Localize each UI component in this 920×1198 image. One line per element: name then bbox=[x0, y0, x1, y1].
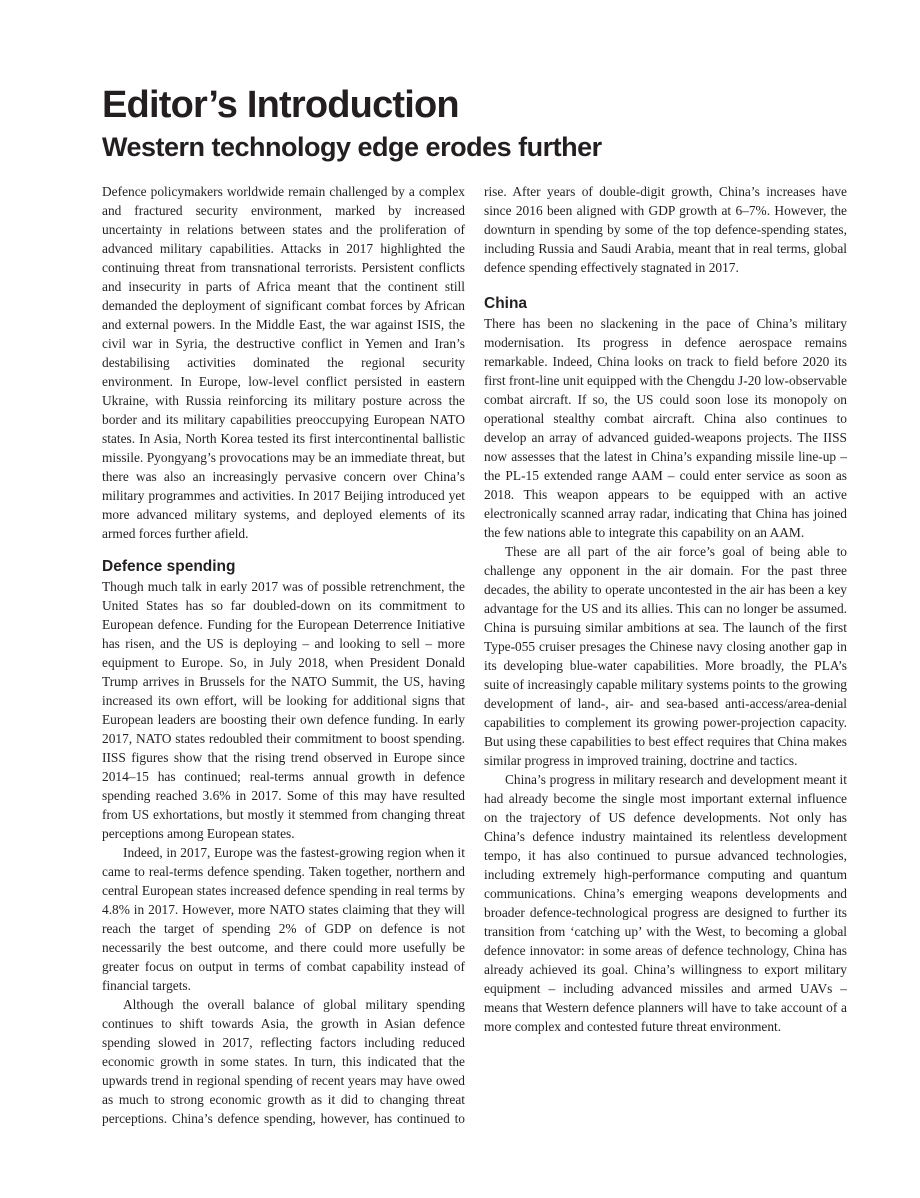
intro-paragraph: Defence policymakers worldwide remain challenged by a complex and fractured security environment, marked by increased uncertainty in relations between states and the proliferation of advanced military capabilities. Attacks in 2017 highlighted the continuing threat from transnational terrorists. Persistent conflicts and insecurity in parts of Africa meant that the continent still demanded the deployment of significant combat forces by African and external powers. In the Middle East, the war against ISIS, the civil war in Syria, the destructive conflict in Yemen and Iran’s destabilising activities dominated the regional security environment. In Europe, low-level conflict persisted in eastern Ukraine, with Russia reinforcing its military posture across the border and its military capabilities preoccupying European NATO states. In Asia, North Korea tested its first intercontinental ballistic missile. Pyongyang’s provocations may be an immediate threat, but there was also an increasingly pervasive concern over China’s military programmes and activities. In 2017 Beijing introduced yet more advanced military systems, and deployed elements of its armed forces further afield. bbox=[102, 184, 465, 541]
page-subtitle: Western technology edge erodes further bbox=[102, 132, 602, 162]
china-paragraph-3: China’s progress in military research and development meant it had already become the single most important external influence on the trajectory of US defence developments. Not only has China’s defence industry maintained its relentless development tempo, it has also continued to pursue advanced technologies, including extremely high-performance computing and quantum communications. China’s emerging weapons developments and broader defence-technological progress are designed to further its transition from ‘catching up’ with the West, to becoming a global defence innovator: in some areas of defence technology, China has already achieved its goal. China’s willingness to export military equipment – including advanced missiles and armed UAVs – means that Western defence planners will have to take account of a more complex and contested future threat environment. bbox=[484, 772, 847, 1034]
defence-spending-paragraph-1: Though much talk in early 2017 was of possible retrenchment, the United States has so far doubled-down on its commitment to European defence. Funding for the European Deterrence Initiative has risen, and the US is deploying – and looking to sell – more equipment to Europe. So, in July 2018, when President Donald Trump arrives in Brussels for the NATO Summit, the US, having increased its own effort, will be looking for additional signs that European leaders are boosting their own defence funding. In early 2017, NATO states redoubled their commitment to boost spending. IISS figures show that the rising trend observed in Europe since 2014–15 has continued; real-terms annual growth in defence spending reached 3.6% in 2017. Some of this may have resulted from US exhortations, but mostly it stemmed from changing threat perceptions among European states. bbox=[102, 579, 465, 841]
china-paragraph-1: There has been no slackening in the pace of China’s military modernisation. Its progress in defence aerospace remains remarkable. Indeed, China looks on track to field before 2020 its first front-line unit equipped with the Chengdu J-20 low-observable combat aircraft. If so, the US could soon lose its monopoly on operational stealthy combat aircraft. China also continues to develop an array of advanced guided-weapons projects. The IISS now assesses that the latest in China’s expanding missile line-up – the PL-15 extended range AAM – could enter service as soon as 2018. This weapon appears to be equipped with an active electronically scanned array radar, indicating that China has joined the few nations able to integrate this capability on an AAM. bbox=[484, 316, 847, 540]
left-column bbox=[102, 182, 465, 1128]
china-paragraph-2: These are all part of the air force’s goal of being able to challenge any opponent in the air domain. For the past three decades, the ability to operate uncontested in the air has been a key advantage for the US and its allies. This can no longer be assumed. China is pursuing similar ambitions at sea. The launch of the first Type-055 cruiser presages the Chinese navy closing another gap in its developing blue-water capabilities. More broadly, the PLA’s suite of increasingly capable military systems points to the growing development of land-, air- and sea-based anti-access/area-denial capabilities to complement its growing power-projection capacity. But using these capabilities to best effect requires that China makes similar progress in improved training, doctrine and tactics. bbox=[484, 544, 847, 768]
china-heading: China bbox=[484, 295, 528, 312]
defence-spending-paragraph-2: Indeed, in 2017, Europe was the fastest-growing region when it came to real-terms defence spending. Taken together, northern and central European states increased defence spending in real terms by 4.8% in 2017. However, more NATO states claiming that they will reach the target of spending 2% of GDP on defence is not necessarily the best outcome, and there could more usefully be greater focus on output in terms of combat capability instead of financial targets. bbox=[102, 845, 465, 993]
page-title: Editor’s Introduction bbox=[102, 84, 459, 126]
defence-spending-paragraph-3: Although the overall balance of global military spending continues to shift towards Asia, the growth in Asian defence spending slowed in 2017, reflecting factors including reduced economic growth in some states. In turn, this indicated that the upwards trend in regional spending of recent years may have owed as much to strong economic growth as it did to changing threat perceptions. China’s defence spending, however, has continued to bbox=[102, 997, 465, 1126]
right-column bbox=[484, 182, 847, 1036]
defence-spending-heading: Defence spending bbox=[102, 558, 236, 575]
defence-spending-paragraph-3-continued: rise. After years of double-digit growth, China’s increases have since 2016 been aligned with GDP growth at 6–7%. However, the downturn in spending by some of the top defence-spending states, including Russia and Saudi Arabia, meant that in real terms, global defence spending effectively stagnated in 2017. bbox=[484, 184, 847, 275]
